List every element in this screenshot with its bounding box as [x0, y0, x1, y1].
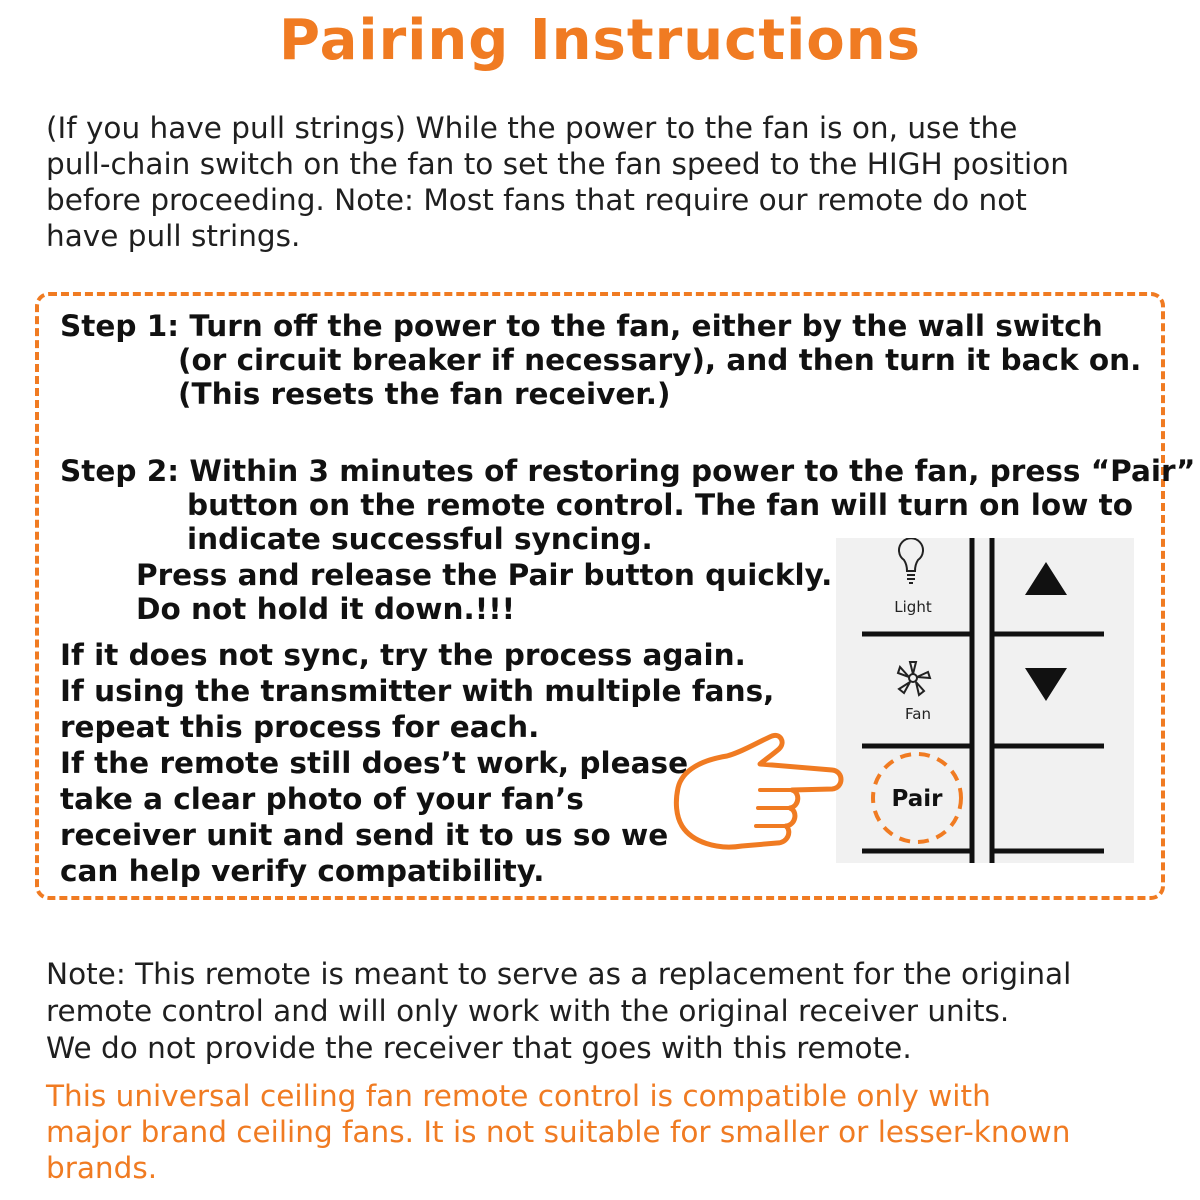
remote-illustration	[836, 538, 1134, 863]
fan-icon	[898, 662, 930, 695]
troubleshoot-line: repeat this process for each.	[60, 710, 540, 744]
intro-line: have pull strings.	[46, 219, 301, 253]
intro-paragraph	[46, 110, 1176, 254]
press-line: Press and release the Pair button quickly.	[136, 558, 833, 592]
arrow-down-icon	[1025, 668, 1067, 701]
troubleshoot-line: If it does not sync, try the process again.	[60, 638, 746, 672]
step-2-line: button on the remote control. The fan will turn on low to	[187, 488, 1133, 522]
troubleshoot-line: can help verify compatibility.	[60, 854, 545, 888]
step-2-line: Step 2: Within 3 minutes of restoring power to the fan, press “Pair”	[60, 454, 1196, 488]
note-paragraph	[46, 956, 1176, 1067]
disclaimer-line: major brand ceiling fans. It is not suitable for smaller or lesser-known	[46, 1115, 1071, 1149]
disclaimer-line: brands.	[46, 1151, 158, 1185]
disclaimer-line: This universal ceiling fan remote control is compatible only with	[46, 1079, 991, 1113]
step-1-line: Step 1: Turn off the power to the fan, either by the wall switch	[60, 309, 1103, 343]
troubleshoot-line: take a clear photo of your fan’s	[60, 782, 584, 816]
lightbulb-icon	[899, 538, 923, 583]
intro-line: pull-chain switch on the fan to set the fan speed to the HIGH position	[46, 147, 1069, 181]
compatibility-disclaimer	[46, 1078, 1176, 1186]
troubleshoot-line: receiver unit and send it to us so we	[60, 818, 669, 852]
pair-label: Pair	[891, 786, 943, 812]
step-2-line: indicate successful syncing.	[187, 522, 653, 556]
intro-line: before proceeding. Note: Most fans that require our remote do not	[46, 183, 1027, 217]
intro-line: (If you have pull strings) While the power to the fan is on, use the	[46, 111, 1018, 145]
note-line: remote control and will only work with the original receiver units.	[46, 994, 1010, 1028]
light-label: Light	[894, 598, 932, 616]
pointing-hand-icon	[672, 730, 847, 860]
note-line: We do not provide the receiver that goes with this remote.	[46, 1031, 912, 1065]
press-line: Do not hold it down.!!!	[136, 592, 516, 626]
remote-keypad	[836, 538, 1134, 863]
note-line: Note: This remote is meant to serve as a replacement for the original	[46, 957, 1072, 991]
fan-label: Fan	[905, 705, 931, 723]
troubleshoot-line: If using the transmitter with multiple fans,	[60, 674, 775, 708]
step-1-line: (This resets the fan receiver.)	[178, 377, 671, 411]
page-title: Pairing Instructions	[279, 8, 921, 73]
step-1-line: (or circuit breaker if necessary), and then turn it back on.	[178, 343, 1142, 377]
troubleshoot-line: If the remote still does’t work, please	[60, 746, 689, 780]
arrow-up-icon	[1025, 562, 1067, 595]
